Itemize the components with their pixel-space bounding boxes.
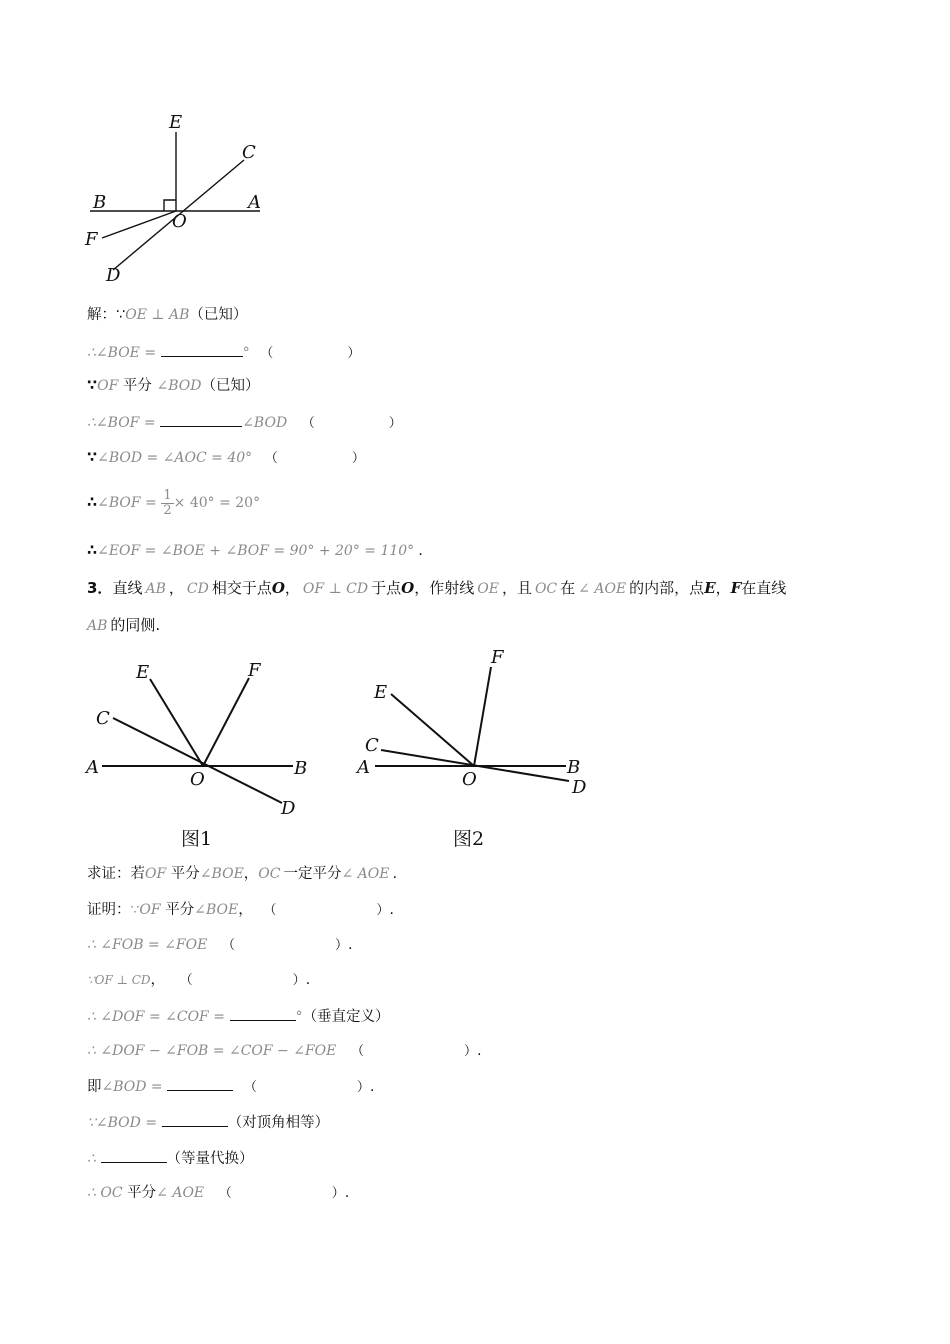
reason-blank[interactable]	[235, 933, 335, 949]
reason-blank[interactable]	[364, 1039, 464, 1055]
proof-line-8: ∴ （等量代换）	[87, 1146, 254, 1169]
solution-line-3: ∵OF 平分 ∠BOD（已知）	[87, 378, 260, 394]
solution-line-6: ∴∠BOF = $\frac{1}{2}$ × 40° = 20°	[87, 487, 261, 518]
label-b: B	[93, 192, 107, 213]
solution-line-7: ∴∠EOF = ∠BOE + ∠BOF = 90° + 20° = 110° .	[87, 543, 423, 559]
answer-blank[interactable]	[161, 340, 243, 357]
reason-blank[interactable]	[257, 1075, 357, 1091]
fig2-label-f: F	[491, 647, 504, 668]
fig2-ray-oe	[391, 694, 474, 766]
fig1-label-b: B	[294, 758, 308, 779]
fig1-label-e: E	[136, 662, 150, 683]
fraction-one-half: $\frac{1}{2}$	[163, 487, 172, 518]
fig1-caption: 图1	[181, 828, 213, 850]
fig1-ray-of	[203, 678, 249, 766]
proof-line-2: ∴ ∠FOB = ∠FOE （ ）.	[87, 933, 353, 956]
label-e: E	[169, 112, 183, 133]
proof-line-5: ∴ ∠DOF − ∠FOB = ∠COF − ∠FOE （ ）.	[87, 1039, 482, 1062]
label-d: D	[106, 265, 121, 286]
answer-blank[interactable]	[230, 1004, 296, 1021]
problem-3-text-cont: AB 的同侧.	[87, 616, 161, 634]
fig1-label-a: A	[86, 757, 99, 778]
proof-line-7: ∵∠BOD = （对顶角相等）	[87, 1110, 329, 1133]
fig1-line-cd	[113, 718, 282, 803]
top-figure	[80, 105, 280, 290]
fig2-ray-of	[474, 667, 491, 766]
proof-line-3: ∵OF ⊥ CD， （ ）.	[87, 968, 310, 991]
fig2-caption: 图2	[453, 828, 485, 850]
reason-blank[interactable]	[273, 341, 347, 357]
fig2-label-b: B	[567, 757, 581, 778]
solution-line-4: ∴∠BOF = ∠BOD （ ）	[87, 410, 402, 434]
fig2-label-d: D	[572, 777, 587, 798]
answer-blank[interactable]	[101, 1146, 167, 1163]
reason-blank[interactable]	[276, 898, 376, 914]
proof-line-9: ∴ OC 平分∠ AOE （ ）.	[87, 1181, 349, 1204]
solution-line-5: ∵∠BOD = ∠AOC = 40° （ ）	[87, 446, 365, 469]
label-o: O	[172, 211, 187, 232]
fig1-label-f: F	[248, 660, 261, 681]
answer-blank[interactable]	[167, 1074, 233, 1091]
reason-blank[interactable]	[278, 446, 352, 462]
solution-line-2: ∴∠BOE = ° （ ）	[87, 340, 360, 364]
label-f: F	[85, 229, 98, 250]
fig2-label-c: C	[365, 735, 379, 756]
reason-blank[interactable]	[315, 411, 389, 427]
fig2-label-e: E	[374, 682, 388, 703]
fig2-label-a: A	[357, 757, 370, 778]
figure-1	[80, 645, 330, 855]
fig1-ray-oe	[150, 679, 203, 766]
right-angle-mark	[164, 200, 176, 211]
fig2-label-o: O	[462, 769, 477, 790]
fig1-label-c: C	[96, 708, 110, 729]
answer-blank[interactable]	[162, 1110, 228, 1127]
proof-line-6: 即∠BOD = （ ）.	[87, 1074, 375, 1098]
proof-line-1: 证明：∵OF 平分∠BOE， （ ）.	[87, 898, 394, 921]
fig1-label-o: O	[190, 769, 205, 790]
reason-blank[interactable]	[232, 1181, 332, 1197]
ray-of	[102, 211, 176, 238]
figure-2	[350, 640, 610, 855]
label-c: C	[242, 142, 256, 163]
proof-line-4: ∴ ∠DOF = ∠COF = °（垂直定义）	[87, 1004, 390, 1027]
proof-question: 求证：若OF 平分∠BOE，OC 一定平分∠ AOE .	[87, 866, 398, 882]
label-a: A	[248, 192, 261, 213]
reason-blank[interactable]	[193, 968, 293, 984]
fig1-label-d: D	[281, 798, 296, 819]
solution-line-1: 解：∵OE ⊥ AB（已知）	[87, 307, 248, 323]
problem-3-text: 3．直线 AB ， CD 相交于点O， OF ⊥ CD 于点O，作射线 OE ，且 OC 在 ∠ AOE 的内部，点E，F在直线	[87, 579, 787, 597]
answer-blank[interactable]	[160, 410, 242, 427]
